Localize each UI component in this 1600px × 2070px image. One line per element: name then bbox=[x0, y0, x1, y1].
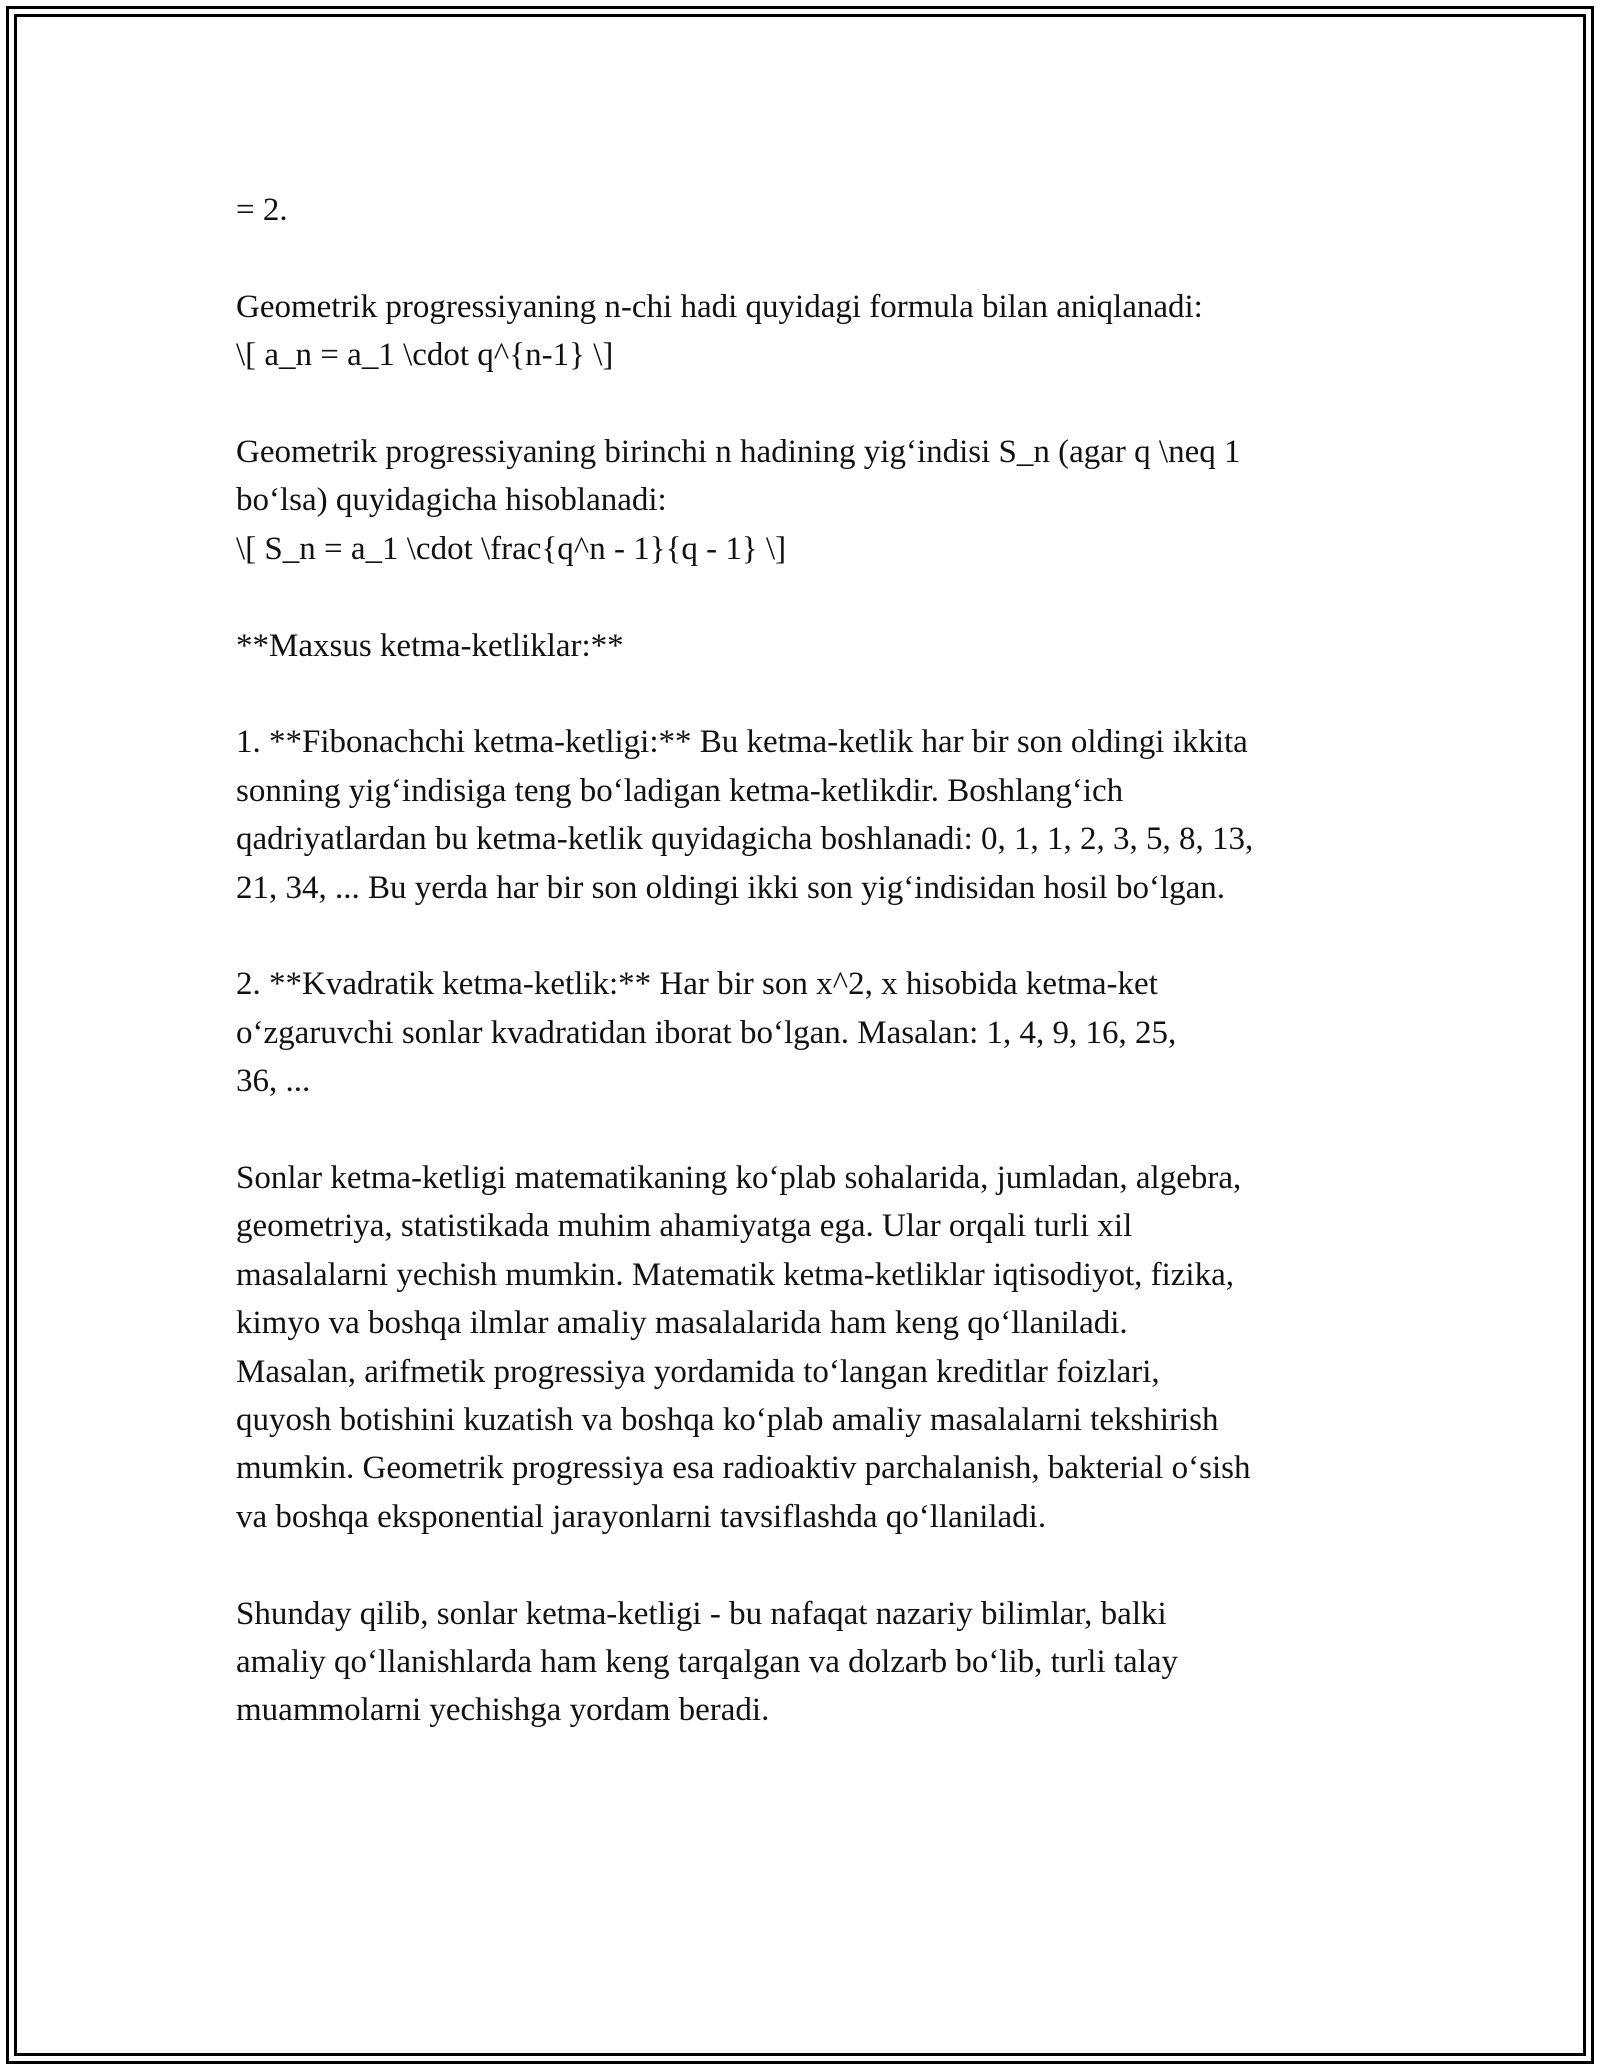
text-line: qadriyatlardan bu ketma-ketlik quyidagicha boshlanadi: 0, 1, 1, 2, 3, 5, 8, 13, bbox=[236, 821, 1254, 858]
text-line: kimyo va boshqa ilmlar amaliy masalalarida ham keng qo‘llaniladi. bbox=[236, 1305, 1128, 1342]
text-line: Geometrik progressiyaning n-chi hadi quyidagi formula bilan aniqlanadi: bbox=[236, 288, 1203, 325]
text-line: Geometrik progressiyaning birinchi n hadining yig‘indisi S_n (agar q \neq 1 bbox=[236, 434, 1241, 470]
text-line: Masalan, arifmetik progressiya yordamida to‘langan kreditlar foizlari, bbox=[236, 1353, 1160, 1390]
document-body bbox=[236, 186, 1396, 1783]
text-line: Shunday qilib, sonlar ketma-ketligi - bu nafaqat nazariy bilimlar, balki bbox=[236, 1595, 1167, 1632]
text-line: 2. **Kvadratik ketma-ketlik:** Har bir son x^2, x hisobida ketma-ket bbox=[236, 966, 1158, 1003]
text-line: 1. **Fibonachchi ketma-ketligi:** Bu ketma-ketlik har bir son oldingi ikkita bbox=[236, 724, 1248, 761]
list-item-quadratic bbox=[236, 960, 1396, 1105]
text-line: **Maxsus ketma-ketliklar:** bbox=[236, 627, 624, 664]
text-line: 36, ... bbox=[236, 1063, 311, 1100]
text-line: masalalarni yechish mumkin. Matematik ketma-ketliklar iqtisodiyot, fizika, bbox=[236, 1256, 1234, 1293]
paragraph-result bbox=[236, 186, 1396, 234]
text-line: va boshqa eksponential jarayonlarni tavsiflashda qo‘llaniladi. bbox=[236, 1498, 1047, 1535]
text-line: mumkin. Geometrik progressiya esa radioaktiv parchalanish, bakterial o‘sish bbox=[236, 1450, 1251, 1487]
text-line: Sonlar ketma-ketligi matematikaning ko‘plab sohalarida, jumladan, algebra, bbox=[236, 1160, 1242, 1197]
formula-line: \[ S_n = a_1 \cdot \frac{q^n - 1}{q - 1} \] bbox=[236, 530, 787, 567]
text-line: amaliy qo‘llanishlarda ham keng tarqalgan va dolzarb bo‘lib, turli talay bbox=[236, 1644, 1179, 1681]
paragraph-nth-term bbox=[236, 283, 1396, 380]
formula-line: \[ a_n = a_1 \cdot q^{n-1} \] bbox=[236, 337, 614, 374]
paragraph-applications bbox=[236, 1154, 1396, 1541]
text-line: muammolarni yechishga yordam beradi. bbox=[236, 1692, 770, 1729]
section-heading bbox=[236, 622, 1396, 670]
text-line: sonning yig‘indisiga teng bo‘ladigan ketma-ketlikdir. Boshlang‘ich bbox=[236, 772, 1124, 809]
paragraph-sum bbox=[236, 428, 1396, 573]
text-line: quyosh botishini kuzatish va boshqa ko‘plab amaliy masalalarni tekshirish bbox=[236, 1402, 1219, 1439]
list-item-fibonacci bbox=[236, 718, 1396, 912]
paragraph-conclusion bbox=[236, 1590, 1396, 1735]
text-line: = 2. bbox=[236, 192, 288, 228]
text-line: geometriya, statistikada muhim ahamiyatga ega. Ular orqali turli xil bbox=[236, 1208, 1133, 1245]
text-line: bo‘lsa) quyidagicha hisoblanadi: bbox=[236, 482, 667, 519]
text-line: 21, 34, ... Bu yerda har bir son oldingi ikki son yig‘indisidan hosil bo‘lgan. bbox=[236, 869, 1226, 906]
text-line: o‘zgaruvchi sonlar kvadratidan iborat bo‘lgan. Masalan: 1, 4, 9, 16, 25, bbox=[236, 1014, 1177, 1051]
